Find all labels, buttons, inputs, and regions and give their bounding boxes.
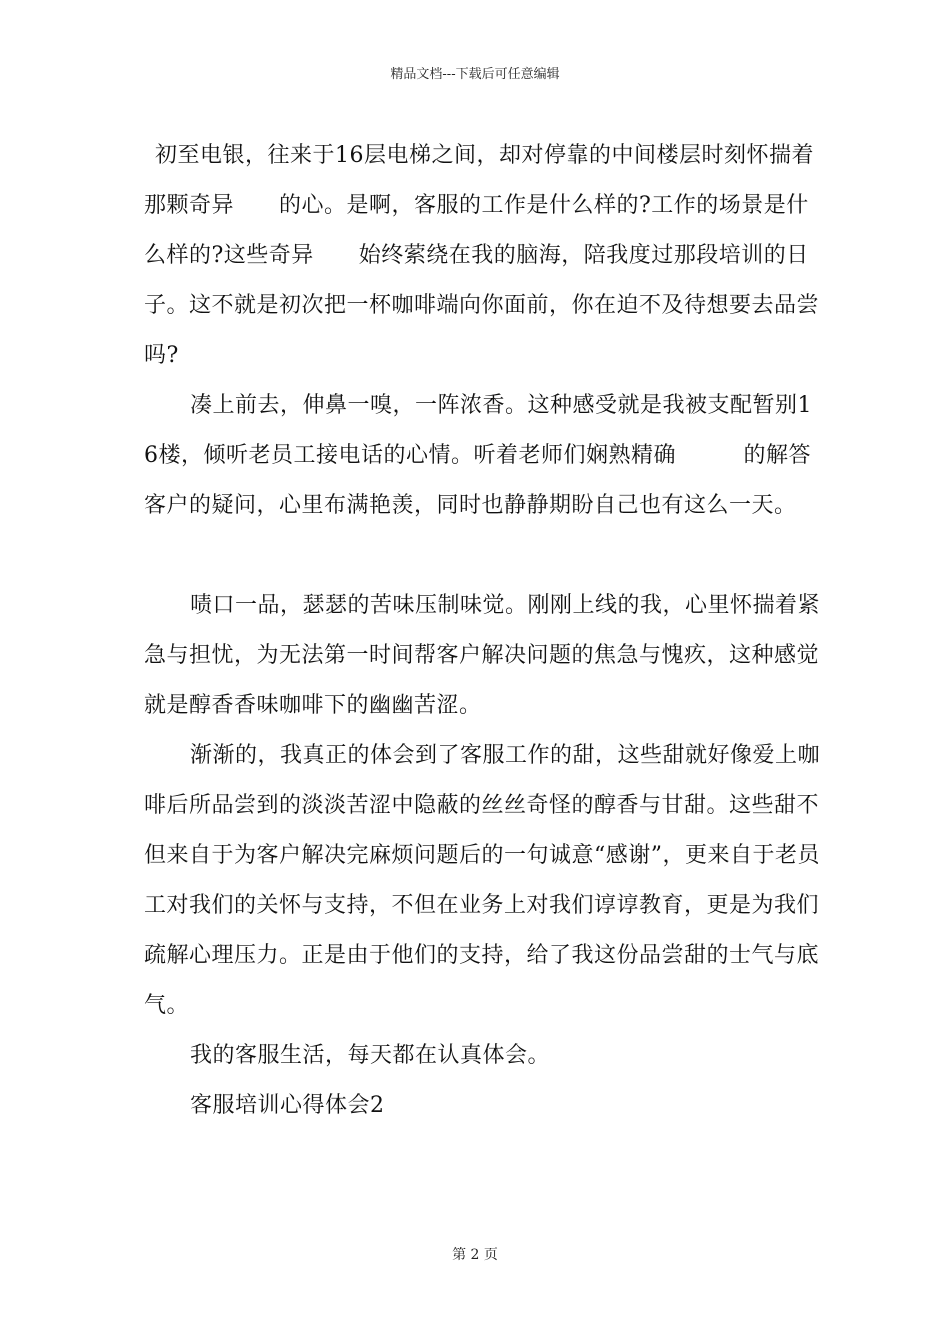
document-body [144,131,824,1131]
paragraph-1: 初至电银，往来于16层电梯之间，却对停靠的中间楼层时刻怀揣着那颗奇异 的心。是啊，客服的工作是什么样的?工作的场景是什么样的?这些奇异 始终萦绕在我的脑海，陪我度过那段培训的日子。这不就是初次把一杯咖啡端向你面前，你在迫不及待想要去品尝吗? [144,143,820,368]
section-heading: 客服培训心得体会2 [190,1093,385,1118]
paragraph-3: 啧口一品，瑟瑟的苦味压制味觉。刚刚上线的我，心里怀揣着紧急与担忧，为无法第一时间帮客户解决问题的焦急与愧疚，这种感觉就是醇香香味咖啡下的幽幽苦涩。 [144,593,821,718]
paragraph-5: 我的客服生活，每天都在认真体会。 [190,1043,551,1068]
paragraph-2: 凑上前去，伸鼻一嗅，一阵浓香。这种感受就是我被支配暂别16楼，倾听老员工接电话的心情。听着老师们娴熟精确 的解答客户的疑问，心里布满艳羡，同时也静静期盼自己也有这么一天。 [144,393,812,518]
paragraph-4: 渐渐的，我真正的体会到了客服工作的甜，这些甜就好像爱上咖啡后所品尝到的淡淡苦涩中隐蔽的丝丝奇怪的醇香与甘甜。这些甜不但来自于为客户解决完麻烦问题后的一句诚意“感谢”，更来自于老员工对我们的关怀与支持，不但在业务上对我们谆谆教育，更是为我们疏解心理压力。正是由于他们的支持，给了我这份品尝甜的士气与底气。 [144,743,821,1018]
page-number: 第 2 页 [452,1247,498,1263]
page-header: 精品文档---下载后可任意编辑 [390,67,560,82]
